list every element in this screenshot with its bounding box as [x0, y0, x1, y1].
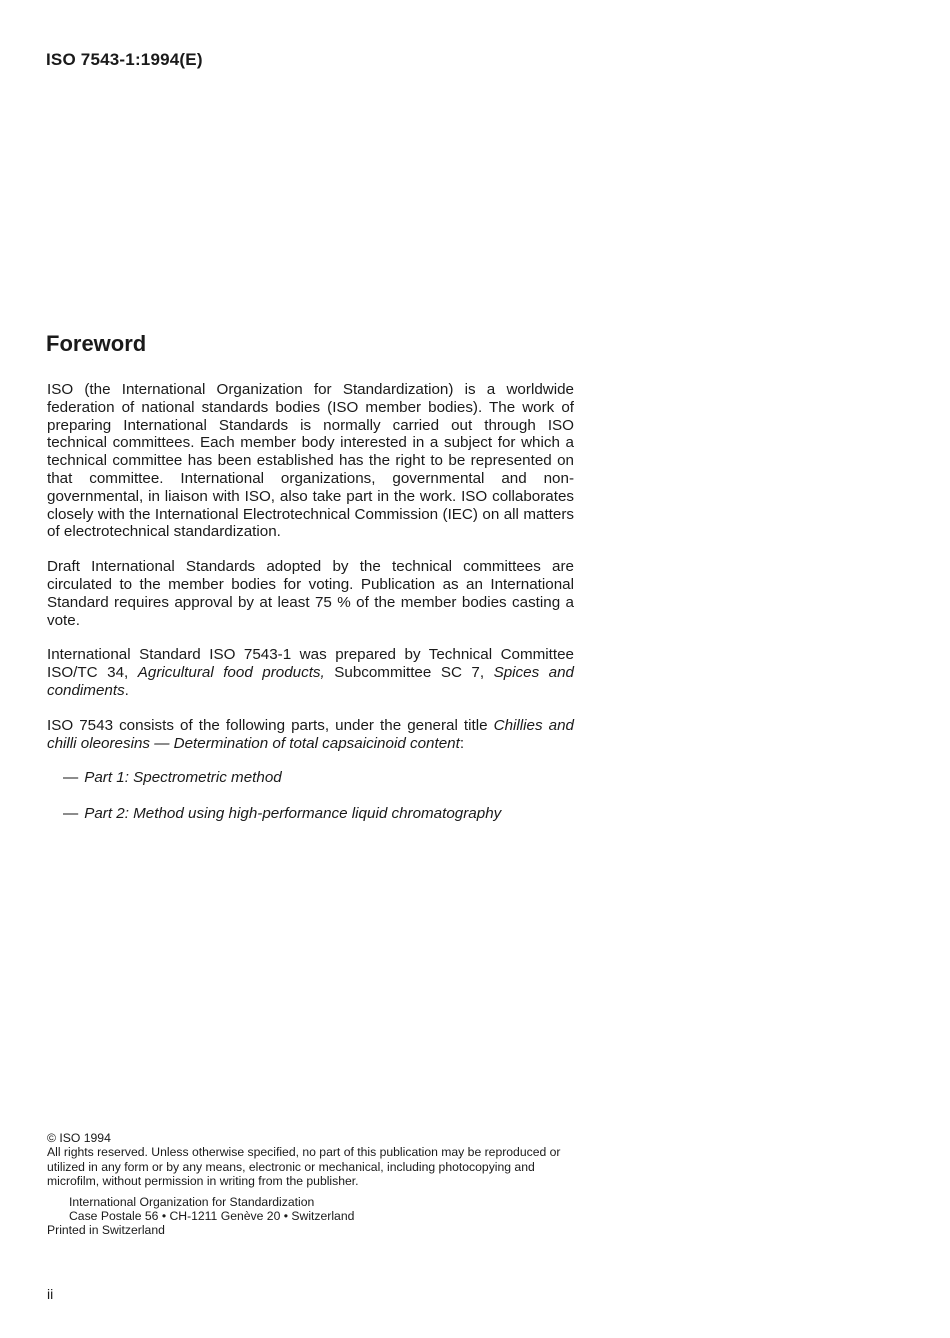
text-run: International Standard ISO 7543-1 was prepared by Technical Committee ISO/TC 34,	[47, 646, 574, 682]
parts-list	[47, 769, 574, 823]
list-dash: —	[63, 769, 79, 787]
page-number: ii	[47, 1286, 54, 1302]
paragraph-draft-standards: Draft International Standards adopted by the technical committees are circulated to the member bodies for voting. Publication as an International Standard requires approval by at least 75 % of the member bodies casting a vote.	[47, 558, 574, 629]
paragraph-iso-description: ISO (the International Organization for Standardization) is a worldwide federation of national standards bodies (ISO member bodies). The work of preparing International Standards is normally carried out through ISO technical committees. Each member body interested in a subject for which a technical committee has been established has the right to be represented on that committee. International organizations, governmental and non-governmental, in liaison with ISO, also take part in the work. ISO collaborates closely with the International Electrotechnical Commission (IEC) on all matters of electrotechnical standardization.	[47, 381, 574, 541]
publisher-address	[69, 1195, 577, 1224]
subcommittee-name: Spices and condiments	[47, 664, 574, 699]
foreword-body	[47, 381, 574, 841]
page-title: Foreword	[46, 331, 147, 356]
postal-address: Case Postale 56 • CH-1211 Genève 20 • Switzerland	[69, 1209, 355, 1224]
part-label: Part 1: Spectrometric method	[84, 769, 282, 787]
paragraph-preparation	[47, 646, 574, 699]
rights-statement: All rights reserved. Unless otherwise specified, no part of this publication may be reproduced or utilized in any form or by any means, electronic or mechanical, including photocopying and microfilm, without permission in writing from the publisher.	[47, 1145, 561, 1189]
list-item	[63, 769, 574, 787]
text-run: :	[459, 734, 465, 752]
printed-in: Printed in Switzerland	[47, 1223, 165, 1238]
list-item	[63, 805, 574, 823]
part-label: Part 2: Method using high-performance liquid chromatography	[84, 805, 502, 823]
paragraph-parts-intro	[47, 717, 574, 753]
document-id: ISO 7543-1:1994(E)	[46, 50, 203, 69]
org-name: International Organization for Standardization	[69, 1194, 315, 1209]
copyright-block	[47, 1131, 577, 1238]
text-run: .	[124, 681, 129, 699]
copyright-notice: © ISO 1994	[47, 1131, 111, 1145]
general-title: Chillies and chilli oleoresins — Determination of total capsaicinoid content	[47, 716, 574, 752]
committee-name: Agricultural food products,	[137, 664, 325, 682]
text-run: ISO 7543 consists of the following parts, under the general title	[47, 716, 494, 734]
text-run: Subcommittee SC 7,	[324, 664, 494, 682]
list-dash: —	[63, 805, 79, 823]
